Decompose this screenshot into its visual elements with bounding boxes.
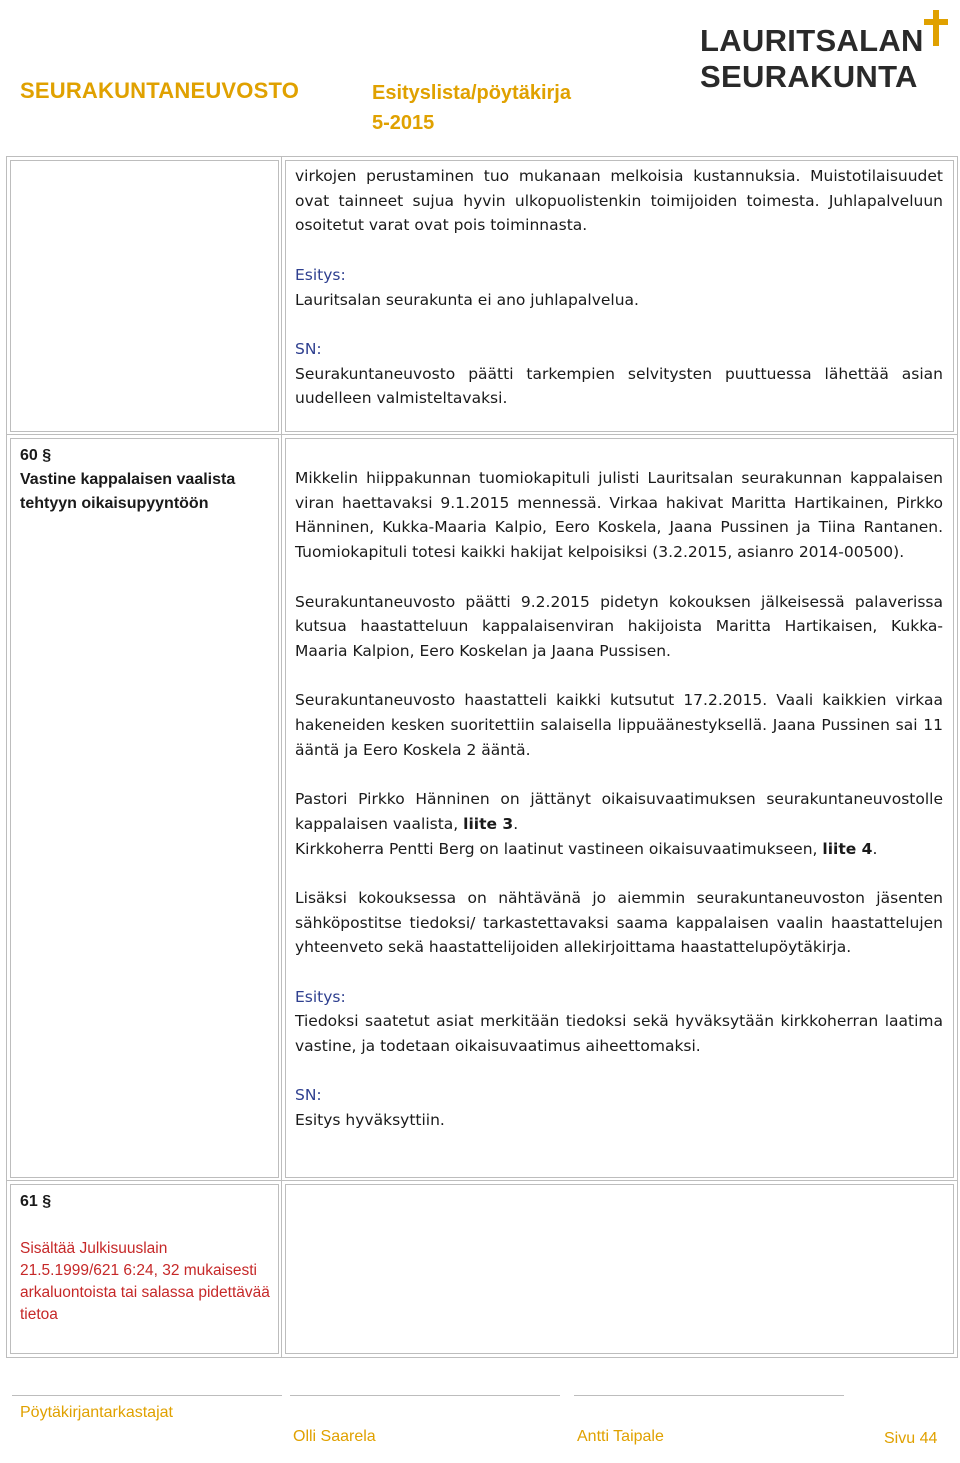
document-type: Esityslista/pöytäkirja xyxy=(372,82,571,104)
section-title: Vastine kappalaisen vaalista tehtyyn oikaisupyyntöön xyxy=(20,471,236,512)
signature-line-1 xyxy=(290,1395,560,1396)
top-block xyxy=(295,164,943,436)
paragraph-1: Mikkelin hiippakunnan tuomiokapituli julisti Lauritsalan seurakunnan kappalaisen viran haettavaksi 9.1.2015 mennessä. Virkaa hakivat Maritta Hartikainen, Pirkko Hänninen, Kukka-Maaria Kalpio, Eero Koskela, Jaana Pussinen ja Tiina Rantanen. Tuomiokapituli totesi kaikki hakijat kelpoisiksi (3.2.2015, asianro 2014-00500). xyxy=(295,469,943,562)
paragraph-4a: Pastori Pirkko Hänninen on jättänyt oikaisuvaatimuksen seurakuntaneuvostolle kappalaisen vaalista, liite 3. xyxy=(295,790,943,833)
reviewer-1: Olli Saarela xyxy=(293,1428,376,1445)
decision-text: Seurakuntaneuvosto päätti tarkempien selvitysten puuttuessa lähettää asian uudelleen valmisteltavaksi. xyxy=(295,364,943,408)
proposal-label: Esitys: xyxy=(295,987,346,1006)
attachment-3-link[interactable]: liite 3 xyxy=(463,814,514,833)
section-61-heading xyxy=(20,1190,270,1326)
board-name: SEURAKUNTANEUVOSTO xyxy=(20,78,300,103)
decision-text: Esitys hyväksyttiin. xyxy=(295,1111,445,1130)
cross-icon xyxy=(922,8,950,48)
paragraph-4b: Kirkkoherra Pentti Berg on laatinut vastineen oikaisuvaatimukseen, liite 4. xyxy=(295,839,878,858)
paragraph-4b-text: Kirkkoherra Pentti Berg on laatinut vastineen oikaisuvaatimukseen, xyxy=(295,839,823,858)
logo-line1: LAURITSALAN xyxy=(700,23,924,58)
document-number: 5-2015 xyxy=(372,112,435,134)
paragraph-3: Seurakuntaneuvosto haastatteli kaikki kutsutut 17.2.2015. Vaali kaikkien virkaa hakeneiden kesken suoritettiin salaisella lippuäänestyksellä. Jaana Pussinen sai 11 ääntä ja Eero Koskela 2 ääntä. xyxy=(295,691,943,759)
row1-left-cell xyxy=(6,156,283,436)
proposal-text: Tiedoksi saatetut asiat merkitään tiedoksi sekä hyväksytään kirkkoherran laatima vastine, ja todetaan oikaisuvaatimus aiheettomaksi. xyxy=(295,1012,943,1056)
section-number: 60 § xyxy=(20,447,52,464)
signature-line-2 xyxy=(574,1395,844,1396)
intro-paragraph: virkojen perustaminen tuo mukanaan melkoisia kustannuksia. Muistotilaisuudet ovat tainneet sujua hyvin ulkopuolistenkin toimijoiden toimesta. Juhlapalveluun osoitetut varat ovat pois toiminnasta. xyxy=(295,167,943,235)
attachment-4-link[interactable]: liite 4 xyxy=(822,839,873,858)
paragraph-5: Lisäksi kokouksessa on nähtävänä jo aiemmin seurakuntaneuvoston jäsenten sähköpostitse tiedoksi/ tarkastettavaksi saama kappalaisen vaalin haastattelujen yhteenveto sekä haastattelijoiden allekirjoittama haastattelupöytäkirja. xyxy=(295,888,943,957)
footer-reviewers-label: Pöytäkirjantarkastajat xyxy=(20,1404,173,1421)
signature-line-left xyxy=(12,1395,282,1396)
page-number: Sivu 44 xyxy=(884,1430,938,1447)
row3-right-cell xyxy=(281,1180,958,1358)
proposal-text: Lauritsalan seurakunta ei ano juhlapalvelua. xyxy=(295,290,639,309)
paragraph-4a-text: Pastori Pirkko Hänninen on jättänyt oikaisuvaatimuksen seurakuntaneuvostolle kappalaisen vaalista, xyxy=(295,790,943,833)
section-60-body xyxy=(295,466,943,1158)
parish-logo xyxy=(700,8,952,98)
decision-label: SN: xyxy=(295,339,322,358)
section-60-heading xyxy=(20,444,270,516)
confidential-notice: Sisältää Julkisuuslain 21.5.1999/621 6:24, 32 mukaisesti arkaluontoista tai salassa pidettävää tietoa xyxy=(20,1240,270,1323)
proposal-label: Esitys: xyxy=(295,265,346,284)
row2-left-cell xyxy=(6,434,283,1182)
reviewer-2: Antti Taipale xyxy=(577,1428,664,1445)
document-info xyxy=(372,78,571,138)
decision-label: SN: xyxy=(295,1086,322,1105)
paragraph-2: Seurakuntaneuvosto päätti 9.2.2015 pidetyn kokouksen jälkeisessä palaverissa kutsua haastatteluun kappalaisenviran hakijoista Maritta Hartikaisen, Kukka-Maaria Kalpion, Eero Koskelan ja Jaana Pussisen. xyxy=(295,592,943,660)
section-number: 61 § xyxy=(20,1193,52,1210)
logo-line2: SEURAKUNTA xyxy=(700,59,918,94)
